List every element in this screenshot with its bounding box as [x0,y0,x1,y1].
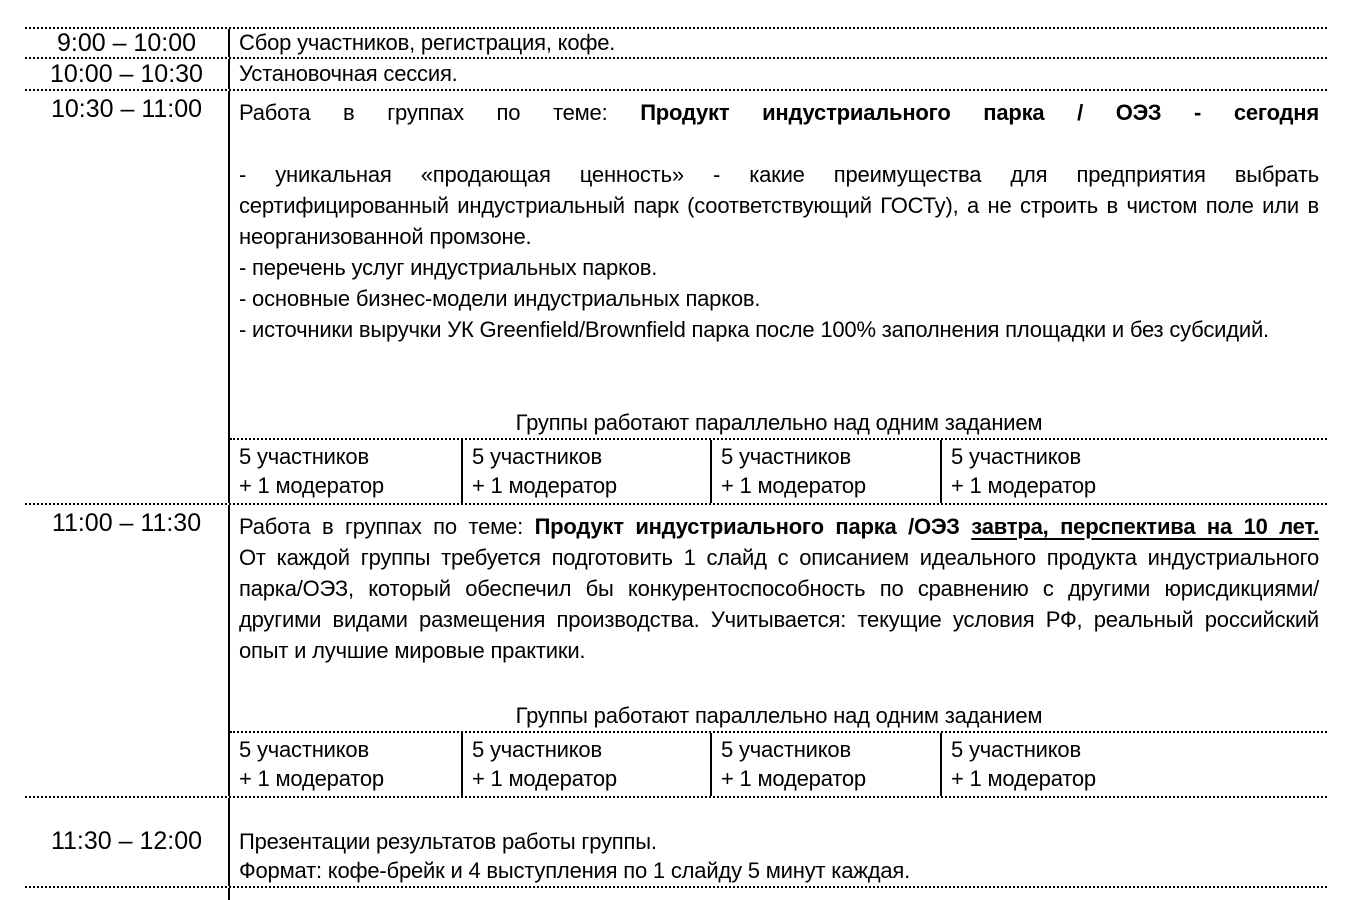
workshop-paragraph: От каждой группы требуется подготовить 1 слайд с описанием идеального продукта индустриального парка/ОЭЗ, который обеспечил бы конкурентоспособность по сравнению с другими юрисдикциями/другими видами размещения производства. Учитывается: текущие условия РФ, реальный российский опыт и лучшие мировые практики. [239,545,1319,663]
groups-block [230,700,1327,796]
workshop-title-prefix: Работа в группах по теме: [239,100,641,125]
group-participants: 5 участников [239,737,369,762]
groups-note: Группы работают параллельно над одним заданием [515,410,1043,435]
group-moderator: + 1 модератор [951,473,1096,498]
group-cell [940,440,1327,503]
content-cell [228,505,1327,796]
content-cell-empty [228,888,1327,900]
groups-block [230,407,1327,503]
group-cell [461,733,710,796]
workshop-title-bold-underlined: завтра, перспектива на 10 лет. [971,514,1319,539]
group-participants: 5 участников [472,737,602,762]
session-text: Сбор участников, регистрация, кофе. [239,30,616,55]
content-cell [228,798,1327,886]
group-moderator: + 1 модератор [721,766,866,791]
table-tail [25,888,1327,900]
workshop-paragraph: - основные бизнес-модели индустриальных парков. [239,286,761,311]
group-participants: 5 участников [721,737,851,762]
session-text: Формат: кофе-брейк и 4 выступления по 1 слайду 5 минут каждая. [239,858,911,883]
workshop-title-prefix: Работа в группах по теме: [239,514,535,539]
time-cell: 10:00 – 10:30 [50,60,203,88]
session-text: Презентации результатов работы группы. [239,829,657,854]
schedule-row-3 [25,91,1327,505]
group-cell [230,440,461,503]
blank-line [230,128,1327,159]
group-cell [461,440,710,503]
group-participants: 5 участников [951,444,1081,469]
group-moderator: + 1 модератор [951,766,1096,791]
workshop-paragraph: - источники выручки УК Greenfield/Brownfield парка после 100% заполнения площадки и без субсидий. [239,317,1269,342]
group-moderator: + 1 модератор [472,473,617,498]
group-moderator: + 1 модератор [472,766,617,791]
group-participants: 5 участников [721,444,851,469]
group-moderator: + 1 модератор [239,766,384,791]
time-cell: 10:30 – 11:00 [50,95,203,123]
workshop-title [230,91,1327,128]
group-cell [710,440,940,503]
group-cell [940,733,1327,796]
workshop-title-bold: Продукт индустриального парка / ОЭЗ - сегодня [640,100,1320,125]
groups-note: Группы работают параллельно над одним заданием [515,703,1043,728]
workshop-paragraph: - уникальная «продающая ценность» - какие преимущества для предприятия выбрать сертифицированный индустриальный парк (соответствующий ГОСТу), а не строить в чистом поле или в неорганизованной промзоне. [239,162,1319,249]
group-moderator: + 1 модератор [239,473,384,498]
group-participants: 5 участников [472,444,602,469]
groups-subtable [230,438,1327,503]
workshop-title-bold: Продукт индустриального парка /ОЭЗ [534,514,972,539]
group-participants: 5 участников [239,444,369,469]
content-cell [228,91,1327,503]
groups-subtable [230,731,1327,796]
content-cell [228,59,1327,89]
session-text: Установочная сессия. [239,61,458,86]
schedule-row-1 [25,29,1327,59]
workshop-paragraph: - перечень услуг индустриальных парков. [239,255,658,280]
time-cell: 9:00 – 10:00 [56,29,196,57]
group-cell [230,733,461,796]
group-participants: 5 участников [951,737,1081,762]
group-cell [710,733,940,796]
time-cell: 11:00 – 11:30 [51,509,202,537]
schedule-row-5 [25,798,1327,888]
time-cell: 11:30 – 12:00 [50,827,203,855]
group-moderator: + 1 модератор [721,473,866,498]
agenda-table [25,27,1327,900]
content-cell [228,29,1327,57]
schedule-row-2 [25,59,1327,91]
workshop-title [230,505,1327,542]
schedule-row-4 [25,505,1327,798]
time-cell-empty [25,888,228,900]
